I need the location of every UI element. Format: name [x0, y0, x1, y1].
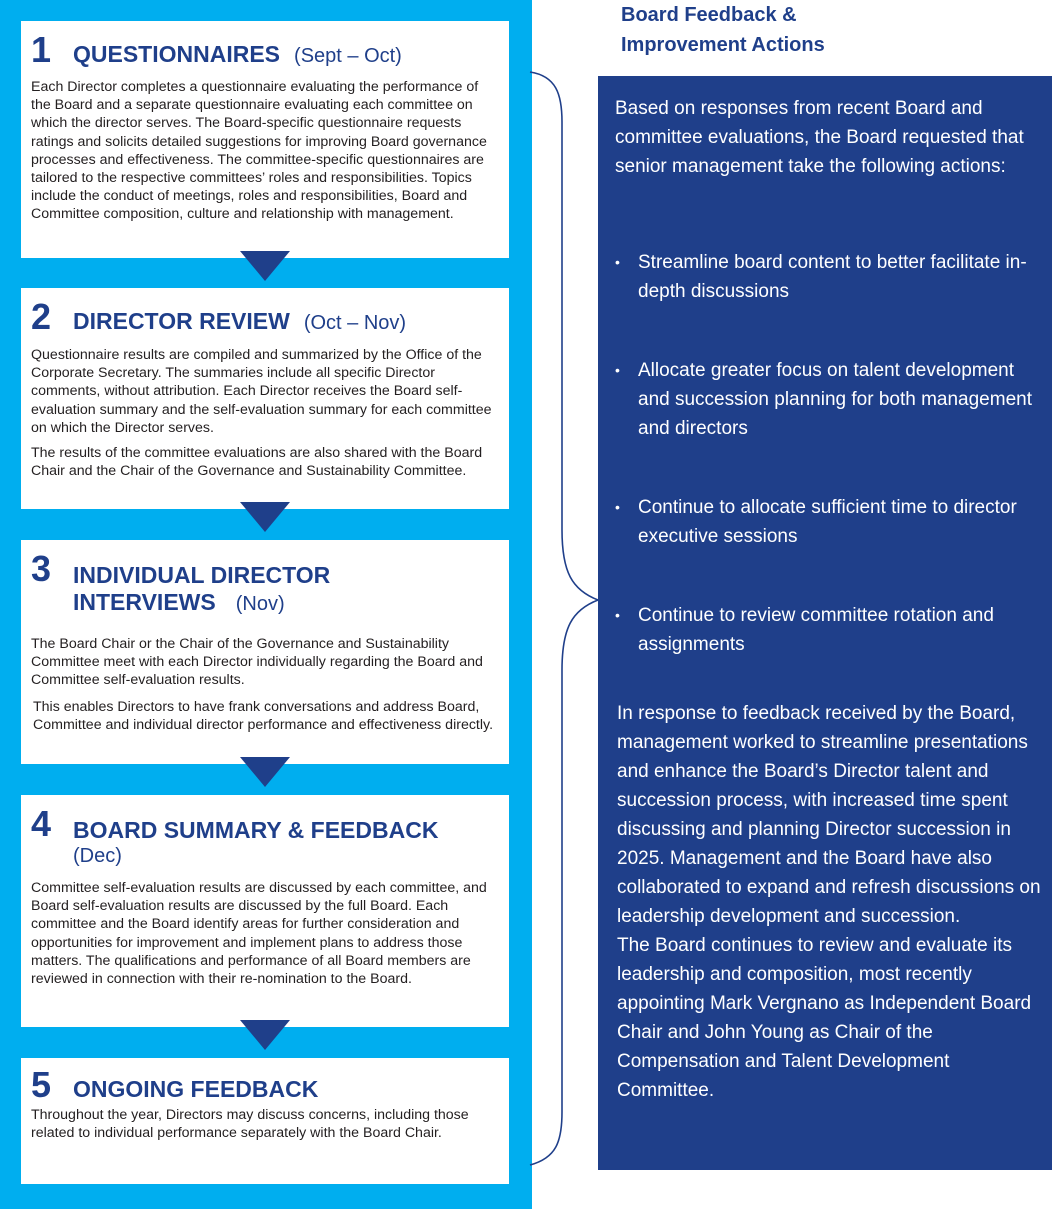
step-card-ongoing-feedback [21, 1058, 509, 1184]
step-date: (Dec) [73, 845, 122, 867]
step-description [31, 78, 501, 224]
bullet-icon: • [615, 254, 620, 270]
step-paragraph: This enables Directors to have frank conversations and address Board, Committee and individual director performance and effectiveness directly. [33, 698, 494, 733]
step-number: 3 [31, 548, 52, 589]
step-paragraph: Throughout the year, Directors may discuss concerns, including those related to individual performance separately with the Board Chair. [31, 1107, 469, 1142]
step-header [31, 29, 402, 71]
step-card-individual-interviews [21, 540, 509, 764]
step-date: (Nov) [235, 593, 285, 615]
bullet-icon: • [615, 607, 620, 623]
step-paragraph: Each Director completes a questionnaire evaluating the performance of the Board and a separate questionnaire evaluating each committee on which the director serves. The Board-specific questionnaire requests ratings and solicits detailed suggestions for improving Board governance processes and effectiveness. The committee-specific questionnaires are tailored to the respective committees’ roles and responsibilities. Topics include the conduct of meetings, roles and responsibilities, Board and Committee composition, culture and relationship with management. [31, 79, 487, 223]
feedback-heading-line-1: Board Feedback & [621, 4, 797, 26]
action-item [615, 356, 1045, 443]
step-paragraph: The Board Chair or the Chair of the Governance and Sustainability Committee meet with each Director individually regarding the Board and Committee self-evaluation results. [31, 636, 483, 689]
feedback-intro: Based on responses from recent Board and committee evaluations, the Board requested that senior management take the following actions: [615, 98, 1024, 177]
step-paragraph: Committee self-evaluation results are discussed by each committee, and Board self-evaluation results are discussed by the full Board. Each committee and the Board identify areas for further consideration and opportunities for improvement and implement plans to address those matters. The qualifications and performance of all Board members are reviewed in connection with their re-nomination to the Board. [31, 880, 487, 988]
step-description [31, 346, 501, 480]
response-paragraph: The Board continues to review and evaluate its leadership and composition, most recently appointing Mark Vergnano as Independent Board Chair and John Young as Chair of the Compensation and Talent Development Committee. [617, 935, 1032, 1101]
step-description [31, 1106, 469, 1142]
action-item-text: Allocate greater focus on talent development and succession planning for both management and directors [638, 360, 1032, 439]
step-number: 5 [31, 1064, 52, 1105]
step-number: 1 [31, 29, 52, 70]
step-card-director-review [21, 288, 509, 509]
feedback-panel [598, 76, 1052, 1170]
step-header [31, 296, 406, 338]
down-arrow-icon [240, 502, 290, 532]
step-description [31, 635, 501, 734]
step-header [31, 548, 330, 616]
step-title: BOARD SUMMARY & FEEDBACK [73, 817, 439, 843]
action-item-text: Continue to review committee rotation and assignments [638, 605, 994, 655]
step-date: (Oct – Nov) [303, 312, 407, 334]
feedback-heading [621, 0, 825, 60]
action-item [615, 601, 1045, 659]
step-description [31, 879, 501, 988]
step-title-line-2: INTERVIEWS [73, 589, 216, 615]
action-item-text: Streamline board content to better facilitate in-depth discussions [638, 252, 1027, 302]
step-title-line-1: INDIVIDUAL DIRECTOR [73, 562, 331, 588]
step-title: DIRECTOR REVIEW [73, 308, 290, 334]
step-title: ONGOING FEEDBACK [73, 1076, 319, 1102]
feedback-response [617, 699, 1045, 1105]
action-item-text: Continue to allocate sufficient time to director executive sessions [638, 497, 1017, 547]
step-title: QUESTIONNAIRES [73, 41, 281, 67]
step-number: 2 [31, 296, 52, 337]
step-card-board-summary [21, 795, 509, 1027]
step-date: (Sept – Oct) [294, 45, 402, 67]
response-paragraph: In response to feedback received by the Board, management worked to streamline presentations and enhance the Board’s Director talent and succession process, with increased time spent discussing and planning Director succession in 2025. Management and the Board have also collaborated to expand and refresh discussions on leadership development and succession. [617, 703, 1041, 927]
action-item [615, 493, 1045, 551]
step-header [31, 1064, 318, 1106]
step-number: 4 [31, 803, 52, 844]
action-item [615, 248, 1045, 306]
down-arrow-icon [240, 1020, 290, 1050]
step-paragraph: Questionnaire results are compiled and summarized by the Office of the Corporate Secretary. The summaries include all specific Director comments, without attribution. Each Director receives the Board self-evaluation summary and the self-evaluation summary for each committee on which the Director serves. [31, 347, 492, 436]
bullet-icon: • [615, 499, 620, 515]
down-arrow-icon [240, 251, 290, 281]
step-paragraph: The results of the committee evaluations are also shared with the Board Chair and the Chair of the Governance and Sustainability Committee. [31, 445, 483, 480]
step-header [31, 803, 438, 868]
step-card-questionnaires [21, 21, 509, 258]
bullet-icon: • [615, 362, 620, 378]
feedback-heading-line-2: Improvement Actions [621, 34, 825, 56]
down-arrow-icon [240, 757, 290, 787]
curly-brace-icon [528, 60, 603, 1172]
